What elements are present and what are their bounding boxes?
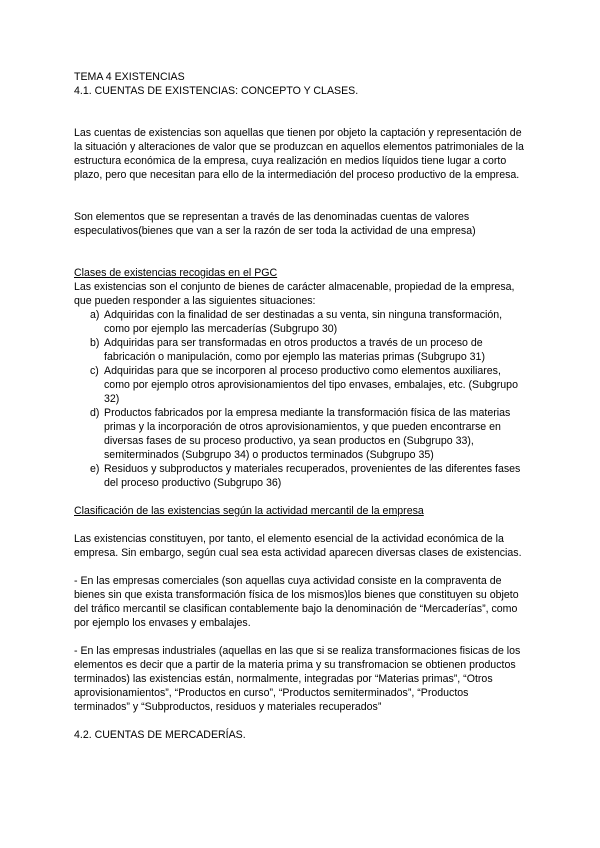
classification-paragraph-2: - En las empresas comerciales (son aquellas cuya actividad consiste en la compraventa de bienes sin que exista transformación física de los mismos)los bienes que constituyen su objeto del tráfico mercantil se clasifican contablemente bajo la denominación de “Mercaderías”, como por ejemplo los envases y embalajes. bbox=[74, 575, 519, 629]
list-marker: e) bbox=[90, 463, 100, 475]
list-item bbox=[74, 308, 526, 336]
classification-paragraph-3: - En las empresas industriales (aquellas en las que si se realiza transformaciones fisicas de los elementos es decir que a partir de la materia prima y su transfromacion se obtienen productos terminados) las existencias están, normalmente, integradas por “Materias primas”, “Otros aprovisionamientos”, “Productos en curso”, “Productos semiterminados”, “Productos terminados” y “Subproductos, residuos y materiales recuperados” bbox=[74, 645, 521, 713]
list-item-text: Adquiridas para ser transformadas en otros productos a través de un proceso de fabricación o manipulación, como por ejemplo las materias primas (Subgrupo 31) bbox=[104, 337, 485, 363]
next-section-heading: 4.2. CUENTAS DE MERCADERÍAS. bbox=[74, 729, 246, 741]
list-item bbox=[74, 336, 526, 364]
intro-paragraph: Las cuentas de existencias son aquellas que tienen por objeto la captación y representación de la situación y alteraciones de valor que se produzcan en aquellos elementos patrimoniales de la estructura económica de la empresa, cuya realización en medios líquidos tiene lugar a corto plazo, pero que necesitan para ello de la intermediación del proceso productivo de la empresa. bbox=[74, 127, 524, 181]
list-marker: d) bbox=[90, 407, 100, 419]
classes-list bbox=[74, 308, 526, 490]
classification-subtitle: Clasificación de las existencias según la actividad mercantil de la empresa bbox=[74, 505, 424, 517]
list-item bbox=[74, 406, 526, 462]
list-item-text: Adquiridas para que se incorporen al proceso productivo como elementos auxiliares, como por ejemplo otros aprovisionamientos del tipo envases, embalajes, etc. (Subgrupo 32) bbox=[104, 365, 518, 405]
classification-paragraph-1: Las existencias constituyen, por tanto, el elemento esencial de la actividad económica de la empresa. Sin embargo, según cual sea esta actividad aparecen diversas clases de existencias. bbox=[74, 533, 522, 559]
elements-paragraph: Son elementos que se representan a través de las denominadas cuentas de valores especulativos(bienes que van a ser la razón de ser toda la actividad de una empresa) bbox=[74, 211, 476, 237]
list-marker: c) bbox=[90, 365, 99, 377]
topic-heading: TEMA 4 EXISTENCIAS bbox=[74, 71, 185, 83]
list-marker: b) bbox=[90, 337, 100, 349]
list-item-text: Residuos y subproductos y materiales recuperados, provenientes de las diferentes fases del proceso productivo (Subgrupo 36) bbox=[104, 463, 521, 489]
list-item-text: Productos fabricados por la empresa mediante la transformación física de las materias primas y la incorporación de otros aprovisionamientos, y que pueden encontrarse en diversas fases de su proceso productivo, ya sean productos en (Subgrupo 33), semiterminados (Subgrupo 34) o productos terminados (Subgrupo 35) bbox=[104, 407, 511, 461]
list-item bbox=[74, 462, 526, 490]
section-heading: 4.1. CUENTAS DE EXISTENCIAS: CONCEPTO Y CLASES. bbox=[74, 85, 359, 97]
classes-intro: Las existencias son el conjunto de bienes de carácter almacenable, propiedad de la empresa, que pueden responder a las siguientes situaciones: bbox=[74, 281, 515, 307]
list-item-text: Adquiridas con la finalidad de ser destinadas a su venta, sin ninguna transformación, como por ejemplo las mercaderías (Subgrupo 30) bbox=[104, 309, 503, 335]
classes-subtitle: Clases de existencias recogidas en el PGC bbox=[74, 267, 278, 279]
list-marker: a) bbox=[90, 309, 100, 321]
list-item bbox=[74, 364, 526, 406]
